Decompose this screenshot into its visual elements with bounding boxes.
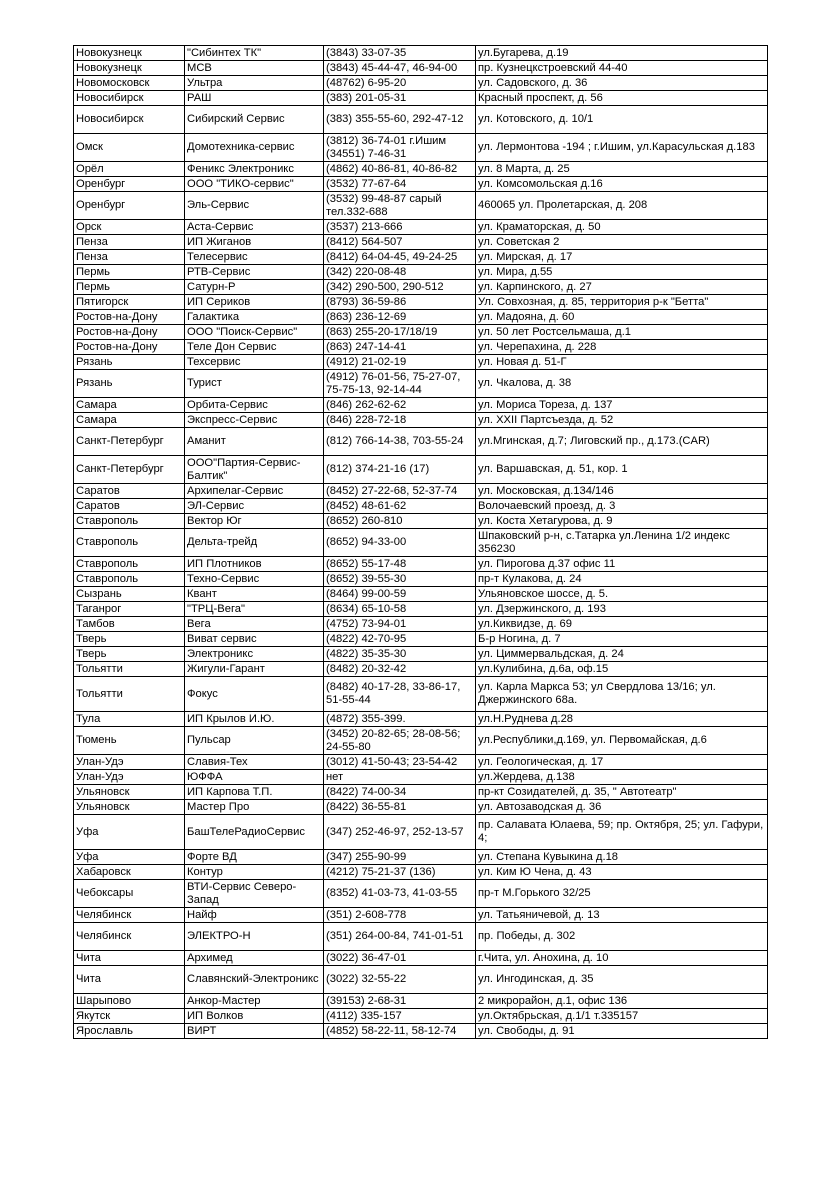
city-cell: Тюмень [74,727,185,755]
phone-cell: (8652) 94-33-00 [324,529,476,557]
city-cell: Ростов-на-Дону [74,310,185,325]
city-cell: Новосибирск [74,91,185,106]
table-row [74,1024,768,1039]
city-cell: Улан-Удэ [74,755,185,770]
city-cell: Уфа [74,850,185,865]
address-cell: Ульяновское шоссе, д. 5. [476,587,768,602]
address-cell: 460065 ул. Пролетарская, д. 208 [476,192,768,220]
phone-cell: (4822) 35-35-30 [324,647,476,662]
phone-cell: (3843) 33-07-35 [324,46,476,61]
address-cell: ул.Н.Руднева д.28 [476,712,768,727]
table-row [74,370,768,398]
company-cell: Квант [185,587,324,602]
phone-cell: (8352) 41-03-73, 41-03-55 [324,880,476,908]
phone-cell: (342) 290-500, 290-512 [324,280,476,295]
city-cell: Сызрань [74,587,185,602]
address-cell: ул. Лермонтова -194 ; г.Ишим, ул.Карасульская д.183 [476,134,768,162]
address-cell: ул. Садовского, д. 36 [476,76,768,91]
table-row [74,557,768,572]
phone-cell: (8452) 48-61-62 [324,499,476,514]
phone-cell: (8412) 564-507 [324,235,476,250]
phone-cell: (4912) 76-01-56, 75-27-07, 75-75-13, 92-14-44 [324,370,476,398]
phone-cell: (8634) 65-10-58 [324,602,476,617]
company-cell: Ультра [185,76,324,91]
address-cell: 2 микрорайон, д.1, офис 136 [476,994,768,1009]
company-cell: ООО"Партия-Сервис-Балтик" [185,456,324,484]
company-cell: Аманит [185,428,324,456]
table-row [74,250,768,265]
address-cell: ул. Коста Хетагурова, д. 9 [476,514,768,529]
city-cell: Ульяновск [74,800,185,815]
phone-cell: (8452) 27-22-68, 52-37-74 [324,484,476,499]
table-row [74,340,768,355]
table-row [74,572,768,587]
company-cell: Форте ВД [185,850,324,865]
city-cell: Санкт-Петербург [74,428,185,456]
phone-cell: (3812) 36-74-01 г.Ишим (34551) 7-46-31 [324,134,476,162]
phone-cell: (4862) 40-86-81, 40-86-82 [324,162,476,177]
city-cell: Таганрог [74,602,185,617]
company-cell: ИП Плотников [185,557,324,572]
address-cell: ул. Свободы, д. 91 [476,1024,768,1039]
table-row [74,220,768,235]
city-cell: Ставрополь [74,514,185,529]
phone-cell: (3012) 41-50-43; 23-54-42 [324,755,476,770]
table-row [74,428,768,456]
table-row [74,514,768,529]
company-cell: "ТРЦ-Вега" [185,602,324,617]
company-cell: МСВ [185,61,324,76]
company-cell: Аста-Сервис [185,220,324,235]
phone-cell: (8422) 74-00-34 [324,785,476,800]
table-row [74,602,768,617]
address-cell: ул. Московская, д.134/146 [476,484,768,499]
address-cell: ул. Новая д. 51-Г [476,355,768,370]
address-cell: ул.Кулибина, д.6а, оф.15 [476,662,768,677]
company-cell: Дельта-трейд [185,529,324,557]
phone-cell: (4912) 21-02-19 [324,355,476,370]
phone-cell: (8412) 64-04-45, 49-24-25 [324,250,476,265]
company-cell: ИП Карпова Т.П. [185,785,324,800]
phone-cell: (3537) 213-666 [324,220,476,235]
table-row [74,727,768,755]
table-row [74,1009,768,1024]
table-row [74,662,768,677]
address-cell: ул. Ким Ю Чена, д. 43 [476,865,768,880]
phone-cell: (863) 236-12-69 [324,310,476,325]
table-row [74,994,768,1009]
company-cell: Славянский-Электроникс [185,966,324,994]
company-cell: Домотехника-сервис [185,134,324,162]
table-row [74,785,768,800]
phone-cell: (8482) 20-32-42 [324,662,476,677]
city-cell: Самара [74,398,185,413]
phone-cell: (3843) 45-44-47, 46-94-00 [324,61,476,76]
company-cell: Мастер Про [185,800,324,815]
table-row [74,647,768,662]
address-cell: пр. Салавата Юлаева, 59; пр. Октября, 25; ул. Гафури, 4; [476,815,768,850]
city-cell: Ставрополь [74,557,185,572]
table-row [74,529,768,557]
table-row [74,951,768,966]
city-cell: Оренбург [74,177,185,192]
address-cell: ул.Октябрьская, д.1/1 т.335157 [476,1009,768,1024]
company-cell: ВИРТ [185,1024,324,1039]
phone-cell: (8793) 36-59-86 [324,295,476,310]
address-cell: пр. Победы, д. 302 [476,923,768,951]
city-cell: Рязань [74,355,185,370]
city-cell: Чита [74,951,185,966]
table-row [74,865,768,880]
phone-cell: (863) 255-20-17/18/19 [324,325,476,340]
phone-cell: (3532) 77-67-64 [324,177,476,192]
address-cell: ул. Геологическая, д. 17 [476,755,768,770]
city-cell: Новокузнецк [74,46,185,61]
address-cell: ул. Карла Маркса 53; ул Свердлова 13/16; ул. Джержинского 68а. [476,677,768,712]
address-cell: пр-т М.Горького 32/25 [476,880,768,908]
city-cell: Тольятти [74,677,185,712]
phone-cell: (383) 201-05-31 [324,91,476,106]
phone-cell: (8652) 260-810 [324,514,476,529]
city-cell: Оренбург [74,192,185,220]
city-cell: Ростов-на-Дону [74,340,185,355]
address-cell: ул.Бугарева, д.19 [476,46,768,61]
service-centers-sheet [73,45,768,1039]
company-cell: ЮФФА [185,770,324,785]
table-row [74,850,768,865]
city-cell: Новокузнецк [74,61,185,76]
table-row [74,677,768,712]
address-cell: ул. Варшавская, д. 51, кор. 1 [476,456,768,484]
address-cell: ул. Черепахина, д. 228 [476,340,768,355]
city-cell: Пермь [74,265,185,280]
city-cell: Пермь [74,280,185,295]
address-cell: Ул. Совхозная, д. 85, территория р-к "Бетта" [476,295,768,310]
city-cell: Саратов [74,499,185,514]
city-cell: Саратов [74,484,185,499]
company-cell: Фокус [185,677,324,712]
city-cell: Ярославль [74,1024,185,1039]
city-cell: Новосибирск [74,106,185,134]
table-row [74,755,768,770]
company-cell: ВТИ-Сервис Северо-Запад [185,880,324,908]
city-cell: Тверь [74,632,185,647]
table-row [74,235,768,250]
address-cell: Красный проспект, д. 56 [476,91,768,106]
address-cell: Шпаковский р-н, с.Татарка ул.Ленина 1/2 индекс 356230 [476,529,768,557]
phone-cell: (846) 262-62-62 [324,398,476,413]
address-cell: ул. Котовского, д. 10/1 [476,106,768,134]
table-row [74,712,768,727]
address-cell: ул. Мадояна, д. 60 [476,310,768,325]
table-row [74,923,768,951]
address-cell: ул. Мира, д.55 [476,265,768,280]
table-row [74,310,768,325]
address-cell: ул. Комсомольская д.16 [476,177,768,192]
address-cell: ул.Жердева, д.138 [476,770,768,785]
address-cell: ул. Дзержинского, д. 193 [476,602,768,617]
table-row [74,587,768,602]
phone-cell: (351) 264-00-84, 741-01-51 [324,923,476,951]
city-cell: Челябинск [74,908,185,923]
table-row [74,265,768,280]
city-cell: Ставрополь [74,529,185,557]
phone-cell: (812) 374-21-16 (17) [324,456,476,484]
phone-cell: нет [324,770,476,785]
city-cell: Тверь [74,647,185,662]
company-cell: Пульсар [185,727,324,755]
phone-cell: (4852) 58-22-11, 58-12-74 [324,1024,476,1039]
company-cell: Контур [185,865,324,880]
address-cell: Волочаевский проезд, д. 3 [476,499,768,514]
phone-cell: (4752) 73-94-01 [324,617,476,632]
address-cell: пр-т Кулакова, д. 24 [476,572,768,587]
table-row [74,632,768,647]
table-row [74,966,768,994]
table-row [74,398,768,413]
company-cell: ООО "ТИКО-сервис" [185,177,324,192]
company-cell: Сибирский Сервис [185,106,324,134]
address-cell: Б-р Ногина, д. 7 [476,632,768,647]
phone-cell: (812) 766-14-38, 703-55-24 [324,428,476,456]
address-cell: ул.Киквидзе, д. 69 [476,617,768,632]
company-cell: Вектор Юг [185,514,324,529]
company-cell: "Сибинтех ТК" [185,46,324,61]
address-cell: ул. 50 лет Ростсельмаша, д.1 [476,325,768,340]
service-centers-table [73,45,768,1039]
city-cell: Уфа [74,815,185,850]
phone-cell: (351) 2-608-778 [324,908,476,923]
city-cell: Тольятти [74,662,185,677]
phone-cell: (4872) 355-399. [324,712,476,727]
city-cell: Орёл [74,162,185,177]
company-cell: ЭЛ-Сервис [185,499,324,514]
table-row [74,162,768,177]
phone-cell: (3022) 32-55-22 [324,966,476,994]
table-row [74,61,768,76]
table-row [74,617,768,632]
address-cell: ул.Мгинская, д.7; Лиговский пр., д.173.(CAR) [476,428,768,456]
city-cell: Ростов-на-Дону [74,325,185,340]
address-cell: ул. Краматорская, д. 50 [476,220,768,235]
city-cell: Шарыпово [74,994,185,1009]
company-cell: ИП Крылов И.Ю. [185,712,324,727]
city-cell: Орск [74,220,185,235]
table-row [74,46,768,61]
phone-cell: (3022) 36-47-01 [324,951,476,966]
table-body [74,46,768,1039]
address-cell: ул. Автозаводская д. 36 [476,800,768,815]
city-cell: Чебоксары [74,880,185,908]
company-cell: Сатурн-Р [185,280,324,295]
table-row [74,456,768,484]
company-cell: РАШ [185,91,324,106]
company-cell: Вега [185,617,324,632]
table-row [74,280,768,295]
phone-cell: (846) 228-72-18 [324,413,476,428]
city-cell: Новомосковск [74,76,185,91]
address-cell: ул. Ингодинская, д. 35 [476,966,768,994]
table-row [74,192,768,220]
company-cell: Виват сервис [185,632,324,647]
company-cell: Теле Дон Сервис [185,340,324,355]
address-cell: ул. Мирская, д. 17 [476,250,768,265]
table-row [74,76,768,91]
company-cell: Телесервис [185,250,324,265]
city-cell: Самара [74,413,185,428]
address-cell: пр. Кузнецкстроевский 44-40 [476,61,768,76]
city-cell: Пенза [74,235,185,250]
phone-cell: (4112) 335-157 [324,1009,476,1024]
company-cell: Жигули-Гарант [185,662,324,677]
table-row [74,499,768,514]
table-row [74,295,768,310]
company-cell: Анкор-Мастер [185,994,324,1009]
company-cell: Архимед [185,951,324,966]
city-cell: Ставрополь [74,572,185,587]
company-cell: ИП Сериков [185,295,324,310]
city-cell: Пятигорск [74,295,185,310]
phone-cell: (4822) 42-70-95 [324,632,476,647]
address-cell: ул. Мориса Тореза, д. 137 [476,398,768,413]
table-row [74,106,768,134]
phone-cell: (4212) 75-21-37 (136) [324,865,476,880]
address-cell: ул. Татьяничевой, д. 13 [476,908,768,923]
table-row [74,770,768,785]
address-cell: г.Чита, ул. Анохина, д. 10 [476,951,768,966]
phone-cell: (3452) 20-82-65; 28-08-56; 24-55-80 [324,727,476,755]
address-cell: ул. XXII Партсъезда, д. 52 [476,413,768,428]
table-row [74,134,768,162]
city-cell: Санкт-Петербург [74,456,185,484]
city-cell: Улан-Удэ [74,770,185,785]
address-cell: ул. 8 Марта, д. 25 [476,162,768,177]
table-row [74,815,768,850]
company-cell: ИП Волков [185,1009,324,1024]
address-cell: ул. Циммервальдская, д. 24 [476,647,768,662]
company-cell: Феникс Электроникс [185,162,324,177]
phone-cell: (383) 355-55-60, 292-47-12 [324,106,476,134]
address-cell: пр-кт Созидателей, д. 35, " Автотеатр" [476,785,768,800]
address-cell: ул.Республики,д.169, ул. Первомайская, д.6 [476,727,768,755]
table-row [74,413,768,428]
city-cell: Чита [74,966,185,994]
phone-cell: (347) 255-90-99 [324,850,476,865]
address-cell: ул. Пирогова д.37 офис 11 [476,557,768,572]
table-row [74,880,768,908]
address-cell: ул. Степана Кувыкина д.18 [476,850,768,865]
company-cell: ИП Жиганов [185,235,324,250]
company-cell: Славия-Тех [185,755,324,770]
company-cell: ООО "Поиск-Сервис" [185,325,324,340]
city-cell: Хабаровск [74,865,185,880]
address-cell: ул. Чкалова, д. 38 [476,370,768,398]
phone-cell: (863) 247-14-41 [324,340,476,355]
company-cell: РТВ-Сервис [185,265,324,280]
city-cell: Ульяновск [74,785,185,800]
table-row [74,355,768,370]
table-row [74,800,768,815]
address-cell: ул. Советская 2 [476,235,768,250]
company-cell: Галактика [185,310,324,325]
phone-cell: (39153) 2-68-31 [324,994,476,1009]
city-cell: Пенза [74,250,185,265]
city-cell: Челябинск [74,923,185,951]
phone-cell: (8422) 36-55-81 [324,800,476,815]
company-cell: Электроникс [185,647,324,662]
city-cell: Тула [74,712,185,727]
address-cell: ул. Карпинского, д. 27 [476,280,768,295]
company-cell: Техно-Сервис [185,572,324,587]
phone-cell: (8652) 39-55-30 [324,572,476,587]
city-cell: Тамбов [74,617,185,632]
company-cell: Эль-Сервис [185,192,324,220]
phone-cell: (347) 252-46-97, 252-13-57 [324,815,476,850]
phone-cell: (8652) 55-17-48 [324,557,476,572]
table-row [74,484,768,499]
phone-cell: (342) 220-08-48 [324,265,476,280]
phone-cell: (3532) 99-48-87 сарый тел.332-688 [324,192,476,220]
city-cell: Омск [74,134,185,162]
company-cell: Техсервис [185,355,324,370]
table-row [74,908,768,923]
phone-cell: (8482) 40-17-28, 33-86-17, 51-55-44 [324,677,476,712]
city-cell: Рязань [74,370,185,398]
company-cell: Найф [185,908,324,923]
phone-cell: (48762) 6-95-20 [324,76,476,91]
company-cell: Архипелаг-Сервис [185,484,324,499]
company-cell: Экспресс-Сервис [185,413,324,428]
company-cell: ЭЛЕКТРО-Н [185,923,324,951]
company-cell: Орбита-Сервис [185,398,324,413]
company-cell: БашТелеРадиоСервис [185,815,324,850]
table-row [74,91,768,106]
company-cell: Турист [185,370,324,398]
city-cell: Якутск [74,1009,185,1024]
table-row [74,177,768,192]
phone-cell: (8464) 99-00-59 [324,587,476,602]
table-row [74,325,768,340]
